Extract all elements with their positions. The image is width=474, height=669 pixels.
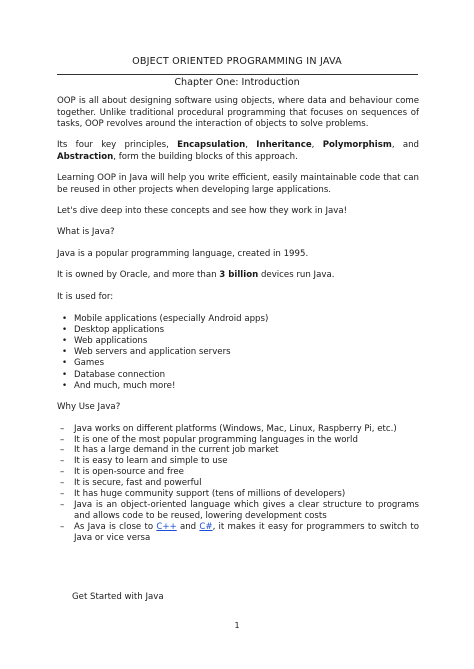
why-use-java-list xyxy=(57,424,419,544)
dash-icon: – xyxy=(60,489,65,500)
bullet-icon: • xyxy=(62,380,68,391)
list-item xyxy=(57,424,419,435)
list-item-text: It is one of the most popular programming languages in the world xyxy=(74,434,358,445)
used-for-list xyxy=(57,314,419,392)
dash-icon: – xyxy=(60,423,65,434)
chapter-divider xyxy=(57,74,418,75)
principles-tail: , form the building blocks of this approach. xyxy=(113,151,298,162)
principles-sep-3: , and xyxy=(391,140,420,151)
dash-icon: – xyxy=(60,521,65,532)
list-item-text: Games xyxy=(74,358,105,369)
list-item-text: It is secure, fast and powerful xyxy=(74,478,202,489)
principle-inheritance: Inheritance xyxy=(256,140,312,151)
document-body xyxy=(57,96,419,544)
dive-line: Let's dive deep into these concepts and see how they work in Java! xyxy=(57,205,348,216)
list-item-text: It is easy to learn and simple to use xyxy=(74,456,228,467)
list-item-text: It has huge community support (tens of millions of developers) xyxy=(74,489,346,500)
principles-sep-1: , xyxy=(245,140,257,151)
list-item xyxy=(57,370,419,381)
dash-icon: – xyxy=(60,478,65,489)
cpp-link[interactable]: C++ xyxy=(156,521,177,532)
list-item xyxy=(57,325,419,336)
list-item-text: It is open-source and free xyxy=(74,467,184,478)
bullet-icon: • xyxy=(62,369,68,380)
principles-sep-2: , xyxy=(311,140,323,151)
list-item-text: Web servers and application servers xyxy=(74,347,231,358)
used-for-heading: It is used for: xyxy=(57,292,114,303)
dash-icon: – xyxy=(60,456,65,467)
list-item xyxy=(57,435,419,446)
oracle-line xyxy=(57,270,419,282)
bullet-icon: • xyxy=(62,358,68,369)
chapter-heading: Chapter One: Introduction xyxy=(174,77,300,88)
principle-encapsulation: Encapsulation xyxy=(177,140,246,151)
list-item-text: It has a large demand in the current job market xyxy=(74,445,279,456)
java-popular-line: Java is a popular programming language, created in 1995. xyxy=(57,248,309,259)
list-item xyxy=(57,522,419,544)
list-item-text: Database connection xyxy=(74,369,166,380)
list-item xyxy=(57,478,419,489)
list-item xyxy=(57,467,419,478)
bullet-icon: • xyxy=(62,324,68,335)
list-item xyxy=(57,489,419,500)
list-item xyxy=(57,381,419,392)
why-use-java-heading: Why Use Java? xyxy=(57,402,121,413)
bullet-icon: • xyxy=(62,313,68,324)
principles-lead: Its four key principles, xyxy=(57,140,178,151)
oracle-billion: 3 billion xyxy=(219,270,259,281)
dash-icon: – xyxy=(60,467,65,478)
list-item-text: And much, much more! xyxy=(74,380,176,391)
list-item xyxy=(57,314,419,325)
oracle-lead: It is owned by Oracle, and more than xyxy=(57,270,220,281)
list-item xyxy=(57,500,419,522)
list-item xyxy=(57,358,419,369)
why-last-tail: , it makes it easy for programmers to switch to Java or vice versa xyxy=(74,521,419,543)
intro-paragraph: OOP is all about designing software using objects, where data and behaviour come together. Unlike traditional procedural programming that focuses on sequences of tasks, OOP revolves around the interaction of objects to solve problems. xyxy=(57,96,419,130)
what-is-java-heading: What is Java? xyxy=(57,227,115,238)
oracle-tail: devices run Java. xyxy=(258,270,335,281)
document-title: OBJECT ORIENTED PROGRAMMING IN JAVA xyxy=(132,56,342,67)
learning-paragraph: Learning OOP in Java will help you write efficient, easily maintainable code that can be reused in other projects when developing large applications. xyxy=(57,172,419,195)
principle-abstraction: Abstraction xyxy=(57,151,114,162)
bullet-icon: • xyxy=(62,347,68,358)
dash-icon: – xyxy=(60,445,65,456)
bullet-icon: • xyxy=(62,336,68,347)
csharp-link[interactable]: C# xyxy=(199,521,213,532)
why-last-lead: As Java is close to xyxy=(74,521,157,532)
list-item-text: Mobile applications (especially Android apps) xyxy=(74,313,269,324)
list-item xyxy=(57,336,419,347)
why-last-mid: and xyxy=(176,521,200,532)
list-item xyxy=(57,456,419,467)
principles-paragraph xyxy=(57,140,419,163)
list-item-text: Web applications xyxy=(74,336,148,347)
list-item xyxy=(57,347,419,358)
get-started-heading: Get Started with Java xyxy=(72,592,164,602)
principle-polymorphism: Polymorphism xyxy=(322,140,392,151)
list-item-text: Desktop applications xyxy=(74,324,165,335)
page-number: 1 xyxy=(234,621,240,630)
dash-icon: – xyxy=(60,434,65,445)
list-item xyxy=(57,445,419,456)
list-item-text: Java is an object-oriented language which gives a clear structure to programs and allows code to be reused, lowering development costs xyxy=(74,499,419,521)
list-item-text: Java works on different platforms (Windows, Mac, Linux, Raspberry Pi, etc.) xyxy=(74,423,397,434)
dash-icon: – xyxy=(60,499,65,510)
